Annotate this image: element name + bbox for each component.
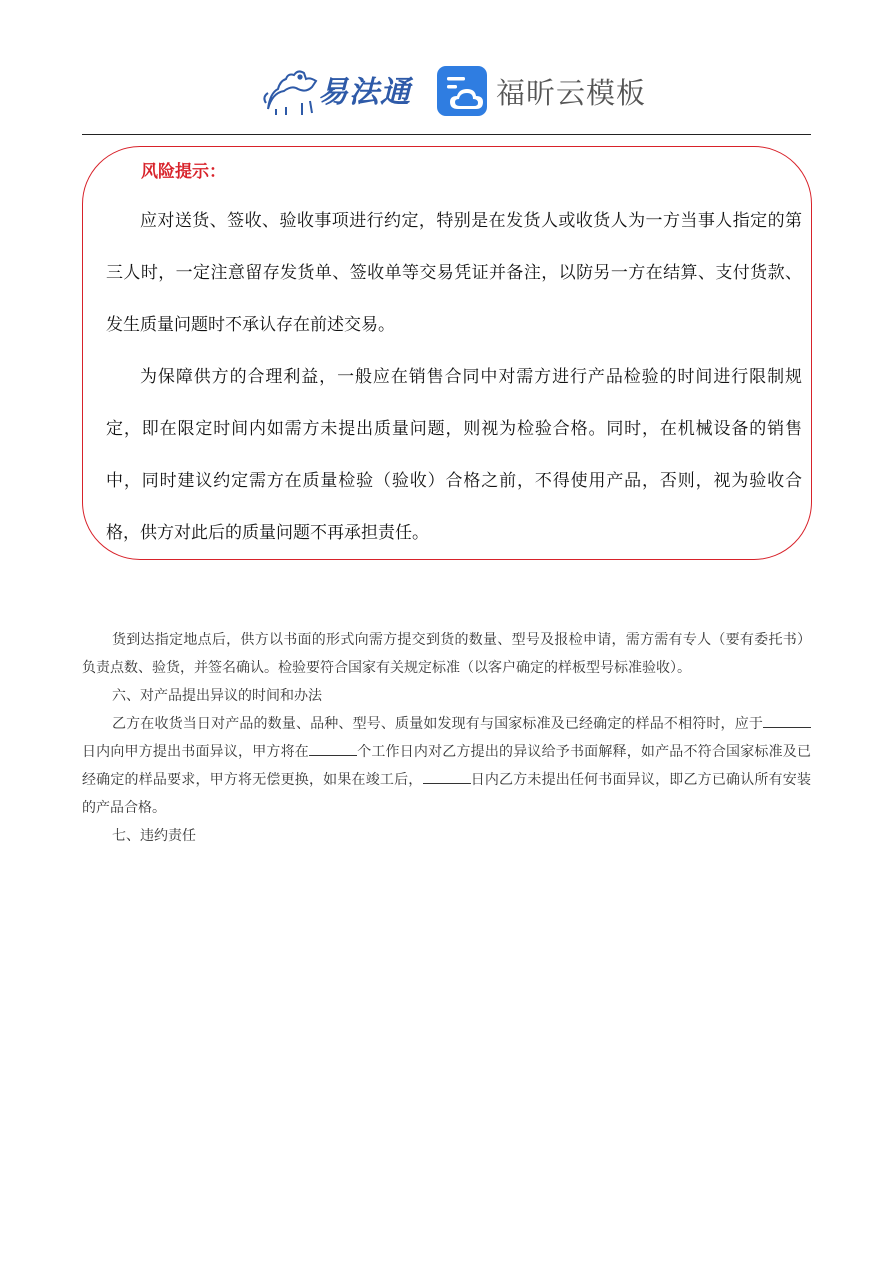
page-header <box>0 55 893 125</box>
header-divider <box>82 134 811 135</box>
objection-text-b: 日内向甲方提出书面异议，甲方将在 <box>82 744 309 760</box>
blank-days-field-1[interactable] <box>763 727 811 728</box>
objection-text-a: 乙方在收货当日对产品的数量、品种、型号、质量如发现有与国家标准及已经确定的样品不相符时，应于 <box>112 716 763 732</box>
risk-title: 风险提示： <box>141 162 226 182</box>
contract-body <box>82 626 811 850</box>
delivery-paragraph: 货到达指定地点后，供方以书面的形式向需方提交到货的数量、型号及报检申请，需方需有专人（要有委托书）负责点数、验货，并签名确认。检验要符合国家有关规定标准（以客户确定的样板型号标准验收）。 <box>82 632 811 676</box>
qilin-emblem-icon <box>264 71 316 115</box>
blank-workdays-field[interactable] <box>309 755 357 756</box>
objection-paragraph <box>82 710 811 822</box>
risk-paragraph: 为保障供方的合理利益，一般应在销售合同中对需方进行产品检验的时间进行限制规定，即在限定时间内如需方未提出质量问题，则视为检验合格。同时，在机械设备的销售中，同时建议约定需方在质量检验（验收）合格之前，不得使用产品，否则，视为验收合格，供方对此后的质量问题不再承担责任。 <box>106 367 802 543</box>
risk-body <box>106 195 802 559</box>
section-heading-6: 六、对产品提出异议的时间和办法 <box>112 688 322 704</box>
objection-text-c: 个工作日内对乙方提出的异议给予书面解释，如产品不符合国家标准及已经确定的样品要求，甲方将无偿更换，如果在竣工后， <box>82 744 811 788</box>
foxit-cloud-icon <box>436 65 488 117</box>
section-heading-7: 七、违约责任 <box>112 828 196 844</box>
risk-paragraph: 应对送货、签收、验收事项进行约定，特别是在发货人或收货人为一方当事人指定的第三人时，一定注意留存发货单、签收单等交易凭证并备注，以防另一方在结算、支付货款、发生质量问题时不承认存在前述交易。 <box>106 211 802 335</box>
logo2-text: 福昕云模板 <box>496 76 647 110</box>
objection-text-d: 日内乙方未提出任何书面异议，即乙方已确认所有安装的产品合格。 <box>82 772 811 816</box>
logo1-text: 易法通 <box>318 75 411 110</box>
blank-days-field-2[interactable] <box>423 783 471 784</box>
